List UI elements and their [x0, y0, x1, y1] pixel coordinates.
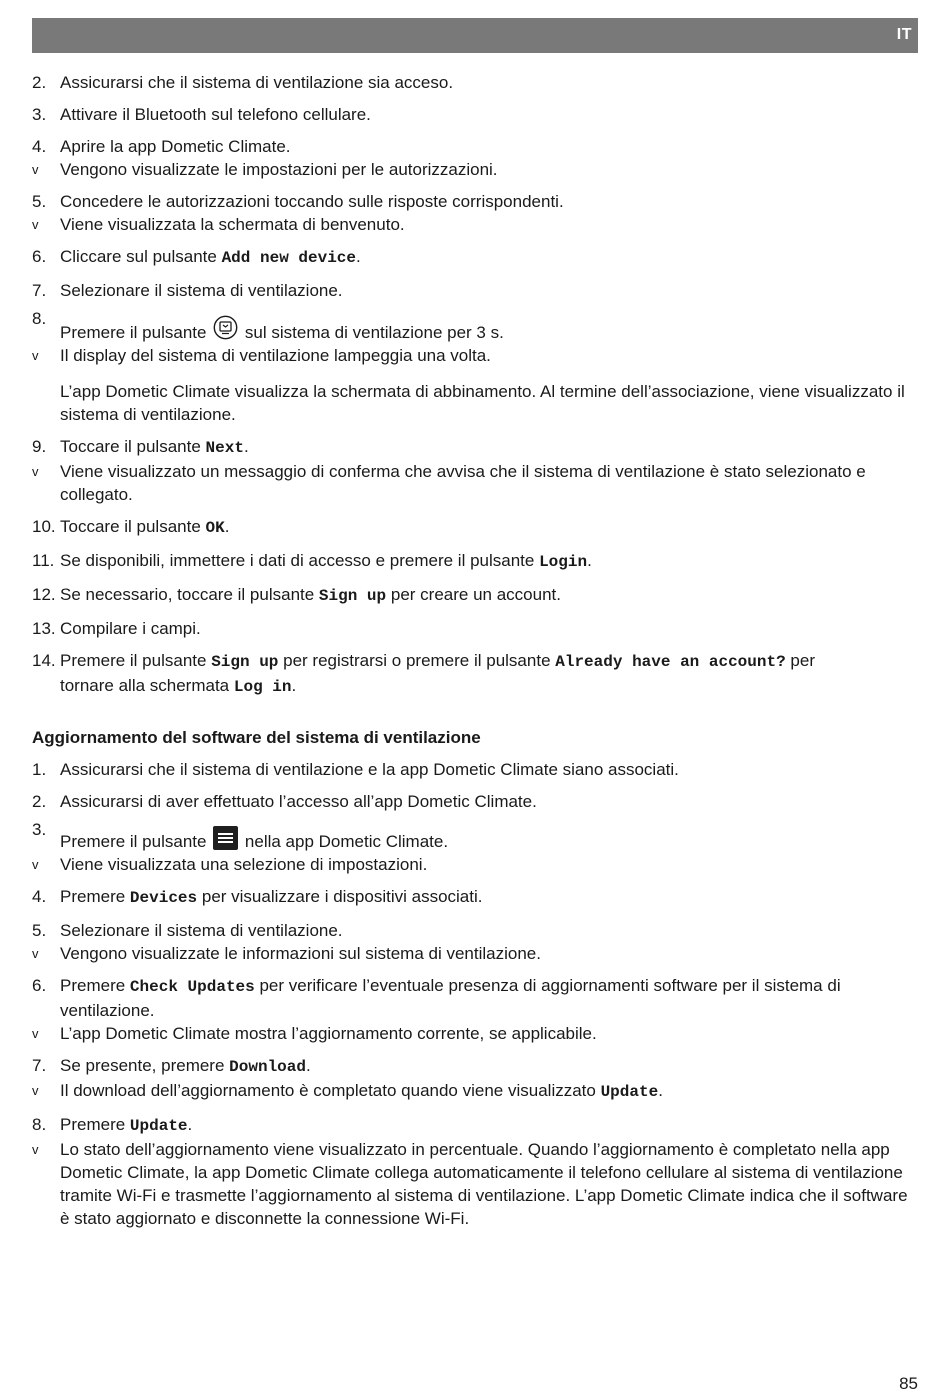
button-name-devices: Devices [129, 889, 198, 907]
step-text: Premere Devices per visualizzare i dispositivi associati. [60, 887, 483, 907]
step-number: 11. [32, 551, 55, 570]
button-name-already-have-account: Already have an account? [555, 653, 786, 671]
step-note: L’app Dometic Climate visualizza la schermata di abbinamento. Al termine dell’associazione, viene visualizzato il sistema di ventilazione. [60, 382, 905, 424]
step-b-3 [32, 820, 918, 876]
result-marker: v [32, 1083, 39, 1098]
bluetooth-button-icon [213, 315, 238, 340]
step-b-2 [32, 790, 918, 813]
step-text: Se presente, premere Download. [60, 1056, 311, 1076]
step-result: v Il download dell’aggiornamento è completato quando viene visualizzato Update. [32, 1081, 663, 1101]
step-text: Cliccare sul pulsante Add new device. [60, 247, 361, 267]
section-title: Aggiornamento del software del sistema di ventilazione [32, 728, 481, 747]
step-number: 13. [32, 619, 56, 638]
step-number: 7. [32, 281, 47, 300]
result-marker: v [32, 162, 39, 177]
step-text: Concedere le autorizzazioni toccando sulle risposte corrispondenti. [60, 192, 564, 211]
step-result: v L’app Dometic Climate mostra l’aggiornamento corrente, se applicabile. [32, 1024, 597, 1043]
step-result: v Vengono visualizzate le informazioni sul sistema di ventilazione. [32, 944, 541, 963]
step-text: Aprire la app Dometic Climate. [60, 137, 291, 156]
step-text: Premere il pulsante Sign up per registrarsi o premere il pulsante Already have an account? per [60, 651, 815, 671]
step-result: v Vengono visualizzate le impostazioni per le autorizzazioni. [32, 160, 498, 179]
step-number: 2. [32, 792, 47, 811]
step-text: Premere il pulsante nella app Dometic Climate. [60, 826, 918, 853]
step-text: Attivare il Bluetooth sul telefono cellulare. [60, 105, 371, 124]
step-b-7 [32, 1054, 918, 1104]
step-number: 1. [32, 760, 47, 779]
step-b-4 [32, 885, 918, 910]
step-a-4 [32, 135, 918, 181]
result-marker: v [32, 857, 39, 872]
step-number: 10. [32, 517, 56, 536]
result-marker: v [32, 464, 39, 479]
step-text: Premere Check Updates per verificare l’eventuale presenza di aggiornamenti software per il sistema di [60, 976, 841, 996]
step-a-8 [32, 309, 918, 426]
step-a-14 [32, 649, 918, 699]
menu-icon [213, 826, 238, 850]
step-text: Se disponibili, immettere i dati di accesso e premere il pulsante Login. [60, 551, 592, 571]
button-name-add-new-device: Add new device [221, 249, 356, 267]
step-number: 8. [32, 1115, 47, 1134]
step-a-7 [32, 279, 918, 302]
step-text: Premere Update. [60, 1115, 193, 1135]
step-text: Premere il pulsante sul sistema di ventilazione per 3 s. [60, 315, 918, 344]
language-code: IT [896, 26, 912, 43]
step-a-6 [32, 245, 918, 270]
screen-name-log-in: Log in [233, 678, 292, 696]
result-marker: v [32, 946, 39, 961]
step-a-5 [32, 190, 918, 236]
step-text-continued: ventilazione. [60, 1001, 155, 1020]
step-a-2 [32, 71, 918, 94]
step-b-6 [32, 974, 918, 1045]
step-number: 5. [32, 921, 47, 940]
step-number: 2. [32, 73, 47, 92]
step-number: 6. [32, 247, 47, 266]
step-a-12 [32, 583, 918, 608]
step-number: 12. [32, 585, 56, 604]
button-name-ok: OK [205, 519, 225, 537]
step-b-5 [32, 919, 918, 965]
step-text: Toccare il pulsante OK. [60, 517, 230, 537]
step-number: 6. [32, 976, 47, 995]
step-number: 3. [32, 820, 47, 839]
button-name-next: Next [205, 439, 244, 457]
step-number: 3. [32, 105, 47, 124]
result-marker: v [32, 1142, 39, 1157]
step-result: v Viene visualizzata una selezione di impostazioni. [32, 855, 428, 874]
button-name-update: Update [129, 1117, 188, 1135]
step-number: 4. [32, 887, 47, 906]
step-result: v Il display del sistema di ventilazione lampeggia una volta. [32, 346, 491, 365]
result-marker: v [32, 1026, 39, 1041]
step-a-3 [32, 103, 918, 126]
step-text: Compilare i campi. [60, 619, 201, 638]
step-a-13 [32, 617, 918, 640]
button-name-sign-up: Sign up [318, 587, 387, 605]
step-number: 8. [32, 309, 47, 328]
button-name-sign-up: Sign up [211, 653, 279, 671]
step-text: Selezionare il sistema di ventilazione. [60, 921, 343, 940]
result-marker: v [32, 348, 39, 363]
step-number: 4. [32, 137, 47, 156]
step-b-8 [32, 1113, 918, 1230]
button-name-login: Login [539, 553, 588, 571]
step-number: 14. [32, 651, 56, 670]
step-text: Assicurarsi di aver effettuato l’accesso all’app Dometic Climate. [60, 792, 537, 811]
step-text: Assicurarsi che il sistema di ventilazione sia acceso. [60, 73, 454, 92]
step-number: 7. [32, 1056, 47, 1075]
button-name-check-updates: Check Updates [129, 978, 255, 996]
step-text: Assicurarsi che il sistema di ventilazione e la app Dometic Climate siano associati. [60, 760, 679, 779]
step-a-9 [32, 435, 918, 506]
step-result: v Lo stato dell’aggiornamento viene visualizzato in percentuale. Quando l’aggiornamento è completato nella app Dometic Climate, la app Dometic Climate collega automaticamente il telefono cellulare al sistema di ventilazione tramite Wi-Fi e trasmette l’aggiornamento al sistema di ventilazione. L’app Dometic Climate indica che il software è stato aggiornato e disconnette la connessione Wi-Fi. [32, 1140, 908, 1228]
step-number: 5. [32, 192, 47, 211]
step-a-11 [32, 549, 918, 574]
step-a-10 [32, 515, 918, 540]
step-text: Se necessario, toccare il pulsante Sign up per creare un account. [60, 585, 561, 605]
result-marker: v [32, 217, 39, 232]
step-text: Selezionare il sistema di ventilazione. [60, 281, 343, 300]
header-bar [32, 18, 918, 53]
step-text: Toccare il pulsante Next. [60, 437, 249, 457]
page-number: 85 [899, 1374, 918, 1392]
step-result: v Viene visualizzato un messaggio di conferma che avvisa che il sistema di ventilazione è stato selezionato e collegato. [32, 462, 866, 504]
button-name-update: Update [600, 1083, 659, 1101]
button-name-download: Download [229, 1058, 306, 1076]
step-number: 9. [32, 437, 47, 456]
step-b-1 [32, 758, 918, 781]
manual-content [32, 71, 918, 1239]
step-result: v Viene visualizzata la schermata di benvenuto. [32, 215, 405, 234]
step-text-continued: tornare alla schermata Log in. [60, 676, 297, 696]
